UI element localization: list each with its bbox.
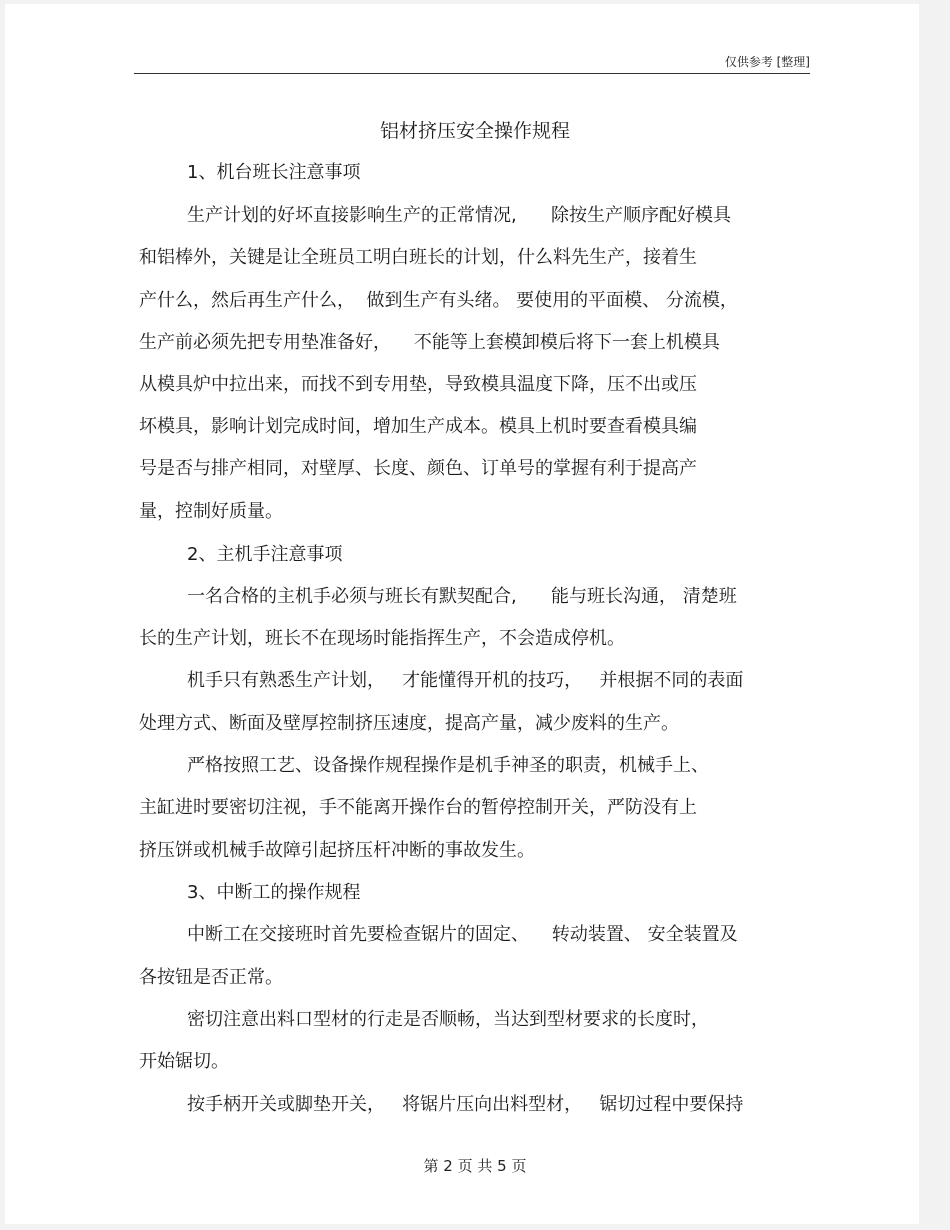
paragraph-line: 开始锯切。 xyxy=(139,1051,229,1072)
section-heading-2: 2、主机手注意事项 xyxy=(187,544,343,565)
paragraph-line: 从模具炉中拉出来，而找不到专用垫，导致模具温度下降，压不出或压 xyxy=(139,374,697,395)
paragraph-line: 坏模具，影响计划完成时间，增加生产成本。模具上机时要查看模具编 xyxy=(139,416,697,437)
paragraph-line: 一名合格的主机手必须与班长有默契配合, 能与班长沟通， 清楚班 xyxy=(187,586,737,607)
paragraph-line: 产什么，然后再生产什么， 做到生产有头绪。 要使用的平面模、 分流模， xyxy=(139,290,738,311)
paragraph-line: 机手只有熟悉生产计划， 才能懂得开机的技巧， 并根据不同的表面 xyxy=(187,670,744,691)
paragraph-line: 各按钮是否正常。 xyxy=(139,967,283,988)
paragraph-line: 生产前必须先把专用垫准备好， 不能等上套模卸模后将下一套上机模具 xyxy=(139,332,720,353)
document-title: 铝材挤压安全操作规程 xyxy=(379,120,570,142)
paragraph-line: 挤压饼或机械手故障引起挤压杆冲断的事故发生。 xyxy=(139,840,535,861)
page-number-footer: 第 2 页 共 5 页 xyxy=(423,1157,527,1175)
paragraph-line: 生产计划的好坏直接影响生产的正常情况, 除按生产顺序配好模具 xyxy=(187,205,732,226)
document-page xyxy=(5,4,919,1224)
paragraph-line: 长的生产计划，班长不在现场时能指挥生产，不会造成停机。 xyxy=(139,628,625,649)
paragraph-line: 主缸进时要密切注视，手不能离开操作台的暂停控制开关，严防没有上 xyxy=(139,797,697,818)
section-heading-3: 3、中断工的操作规程 xyxy=(187,882,361,903)
section-heading-1: 1、机台班长注意事项 xyxy=(187,162,361,183)
paragraph-line: 严格按照工艺、设备操作规程操作是机手神圣的职责，机械手上、 xyxy=(187,755,709,776)
paragraph-line: 处理方式、断面及壁厚控制挤压速度，提高产量，减少废料的生产。 xyxy=(139,713,679,734)
header-divider xyxy=(134,73,810,74)
paragraph-line: 量，控制好质量。 xyxy=(139,501,283,522)
paragraph-line: 按手柄开关或脚垫开关， 将锯片压向出料型材， 锯切过程中要保持 xyxy=(187,1094,744,1115)
paragraph-line: 号是否与排产相同，对壁厚、长度、颜色、订单号的掌握有利于提高产 xyxy=(139,458,697,479)
paragraph-line: 和铝棒外，关键是让全班员工明白班长的计划，什么料先生产，接着生 xyxy=(139,247,697,268)
header-note: 仅供参考 [整理] xyxy=(724,55,810,69)
paragraph-line: 中断工在交接班时首先要检查锯片的固定、 转动装置、 安全装置及 xyxy=(187,924,738,945)
paragraph-line: 密切注意出料口型材的行走是否顺畅，当达到型材要求的长度时， xyxy=(187,1009,709,1030)
